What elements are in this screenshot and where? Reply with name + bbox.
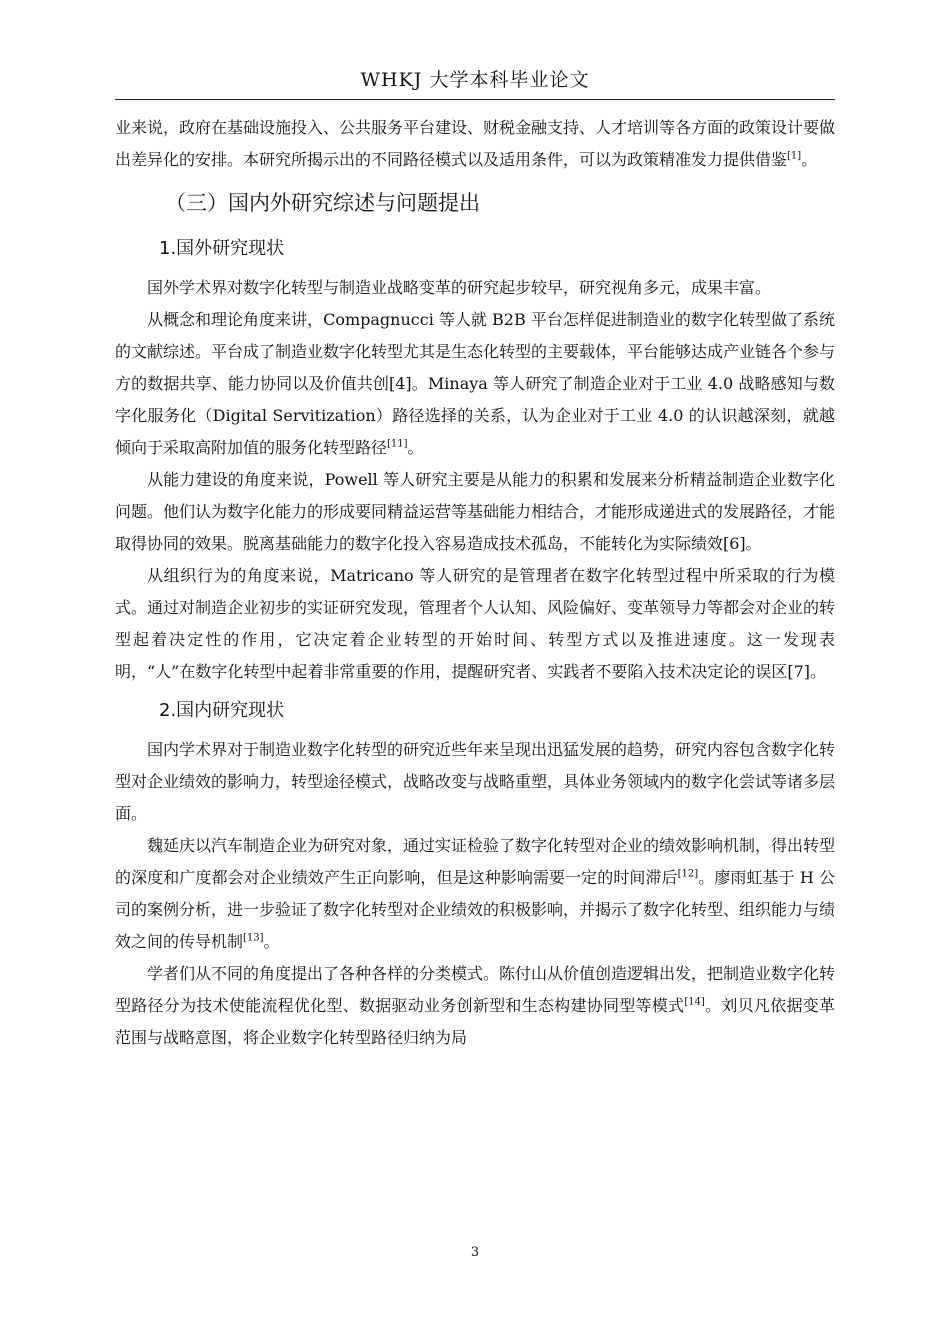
paragraph-text: 。刘贝凡依据变革范围与战略意图，将企业数字化转型路径归纳为局 [115, 996, 835, 1047]
header-divider [115, 99, 835, 100]
paragraph-text: 。廖雨虹基于 H 公司的案例分析，进一步验证了数字化转型对企业绩效的积极影响，并揭示了数字化转型、组织能力与绩效之间的传导机制 [115, 868, 836, 951]
paragraph [115, 958, 835, 1054]
paragraph-text: 。 [263, 932, 280, 951]
page-number: 3 [470, 1245, 480, 1260]
citation-ref: [12] [677, 868, 699, 880]
paragraph [115, 830, 835, 958]
paragraph-text: 。 [801, 150, 818, 169]
paragraph: 从组织行为的角度来说，Matricano 等人研究的是管理者在数字化转型过程中所采取的行为模式。通过对制造企业初步的实证研究发现，管理者个人认知、风险偏好、变革领导力等都会对企业的转型起着决定性的作用，它决定着企业转型的开始时间、转型方式以及推进速度。这一发现表明，“人”在数字化转型中起着非常重要的作用，提醒研究者、实践者不要陷入技术决定论的误区[7]。 [115, 566, 836, 681]
paragraph-text: 。 [407, 438, 424, 457]
citation-ref: [13] [243, 932, 264, 944]
citation-ref: [14] [684, 996, 705, 1008]
paragraph: 从能力建设的角度来说，Powell 等人研究主要是从能力的积累和发展来分析精益制造企业数字化问题。他们认为数字化能力的形成要同精益运营等基础能力相结合，才能形成递进式的发展路径，才能取得协同的效果。脱离基础能力的数字化投入容易造成技术孤岛，不能转化为实际绩效[6]。 [115, 470, 836, 553]
body-text [115, 112, 835, 1054]
citation-ref: [1] [787, 150, 802, 162]
paragraph-text: 魏延庆以汽车制造企业为研究对象，通过实证检验了数字化转型对企业的绩效影响机制，得出转型的深度和广度都会对企业绩效产生正向影响，但是这种影响需要一定的时间滞后 [115, 836, 836, 887]
paragraph-continued [115, 112, 835, 176]
paragraph-text: 学者们从不同的角度提出了各种各样的分类模式。陈付山从价值创造逻辑出发，把制造业数字化转型路径分为技术使能流程优化型、数据驱动业务创新型和生态构建协同型等模式 [115, 964, 836, 1015]
paragraph-text: 业来说，政府在基础设施投入、公共服务平台建设、财税金融支持、人才培训等各方面的政策设计要做出差异化的安排。本研究所揭示出的不同路径模式以及适用条件，可以为政策精准发力提供借鉴 [115, 118, 836, 169]
subsection-heading-domestic: 2.国内研究现状 [159, 700, 285, 721]
paragraph: 国内学术界对于制造业数字化转型的研究近些年来呈现出迅猛发展的趋势，研究内容包含数字化转型对企业绩效的影响力，转型途径模式，战略改变与战略重塑，具体业务领域内的数字化尝试等诸多层面。 [115, 740, 836, 823]
section-heading: （三）国内外研究综述与问题提出 [165, 191, 480, 215]
subsection-heading-foreign: 1.国外研究现状 [159, 238, 285, 259]
paragraph: 国外学术界对数字化转型与制造业战略变革的研究起步较早，研究视角多元，成果丰富。 [147, 278, 772, 297]
paragraph [115, 304, 835, 464]
citation-ref: [11] [387, 438, 408, 450]
running-header: WHKJ 大学本科毕业论文 [360, 69, 590, 91]
paragraph-text: 从概念和理论角度来讲，Compagnucci 等人就 B2B 平台怎样促进制造业的数字化转型做了系统的文献综述。平台成了制造业数字化转型尤其是生态化转型的主要载体，平台能够达成产业链各个参与方的数据共享、能力协同以及价值共创[4]。Minaya 等人研究了制造企业对于工业 4.0 战略感知与数字化服务化（Digital Servitization）路径选择的关系，认为企业对于工业 4.0 的认识越深刻，就越倾向于采取高附加值的服务化转型路径 [115, 310, 836, 457]
